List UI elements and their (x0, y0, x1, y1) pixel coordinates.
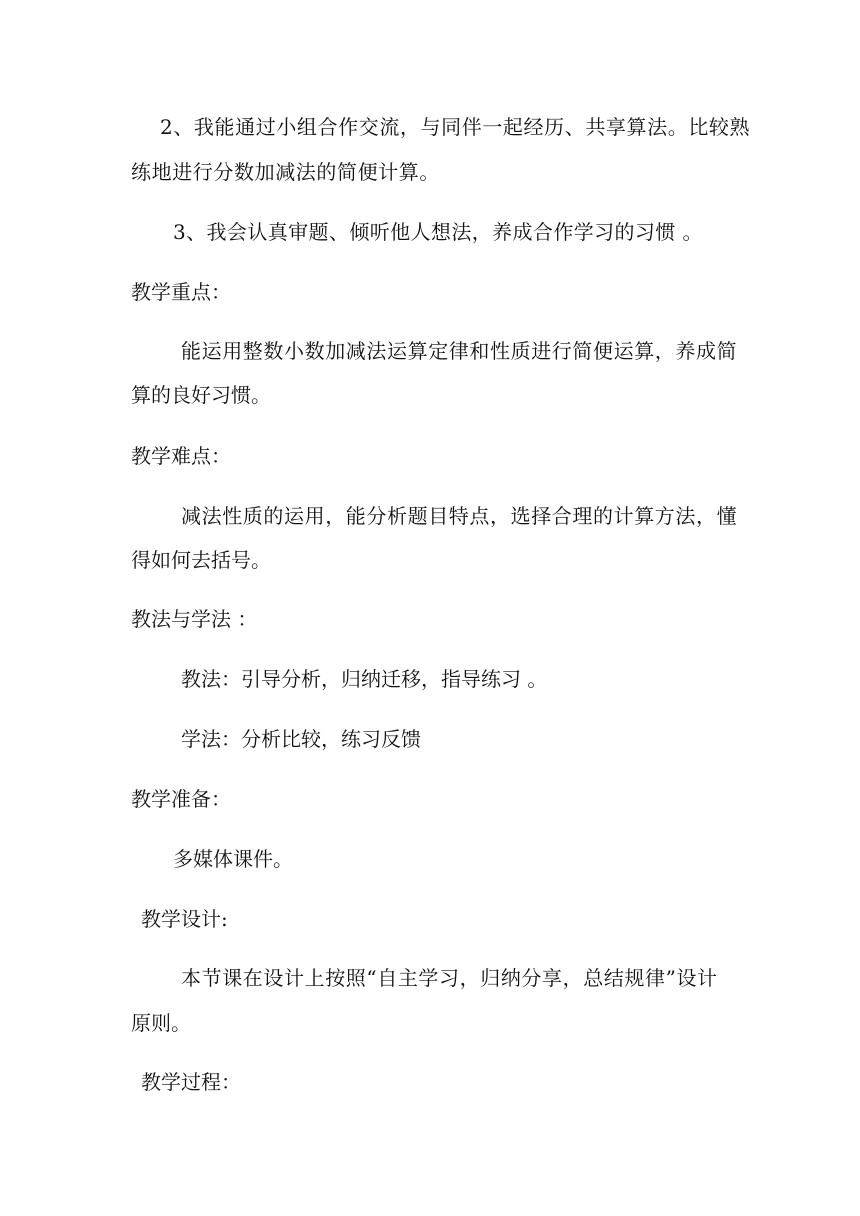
key-points-line-1: 能运用整数小数加减法运算定律和性质进行简便运算，养成简 (181, 339, 738, 363)
goal-2-line-2: 练地进行分数加减法的简便计算。 (131, 160, 440, 184)
design-line-2: 原则。 (131, 1011, 191, 1035)
heading-design: 教学设计: (141, 907, 228, 931)
preparation-text: 多媒体课件。 (173, 847, 293, 871)
heading-difficulties: 教学难点： (131, 444, 231, 468)
goal-2-line-1: 2、我能通过小组合作交流，与同伴一起经历、共享算法。比较熟 (160, 115, 751, 139)
learning-method: 学法：分析比较，练习反馈 (181, 727, 421, 751)
difficulties-line-2: 得如何去括号。 (131, 548, 271, 572)
difficulties-line-1: 减法性质的运用，能分析题目特点，选择合理的计算方法，懂 (181, 504, 738, 528)
heading-methods: 教法与学法 ： (131, 607, 258, 631)
goal-3: 3、我会认真审题、倾听他人想法，养成合作学习的习惯 。 (173, 220, 703, 244)
heading-process: 教学过程： (141, 1070, 241, 1094)
heading-key-points: 教学重点： (131, 280, 231, 304)
key-points-line-2: 算的良好习惯。 (131, 383, 271, 407)
design-line-1: 本节课在设计上按照“自主学习，归纳分享，总结规律”设计 (181, 966, 718, 990)
heading-preparation: 教学准备： (131, 787, 231, 811)
teaching-method: 教法：引导分析，归纳迁移，指导练习 。 (181, 667, 548, 691)
